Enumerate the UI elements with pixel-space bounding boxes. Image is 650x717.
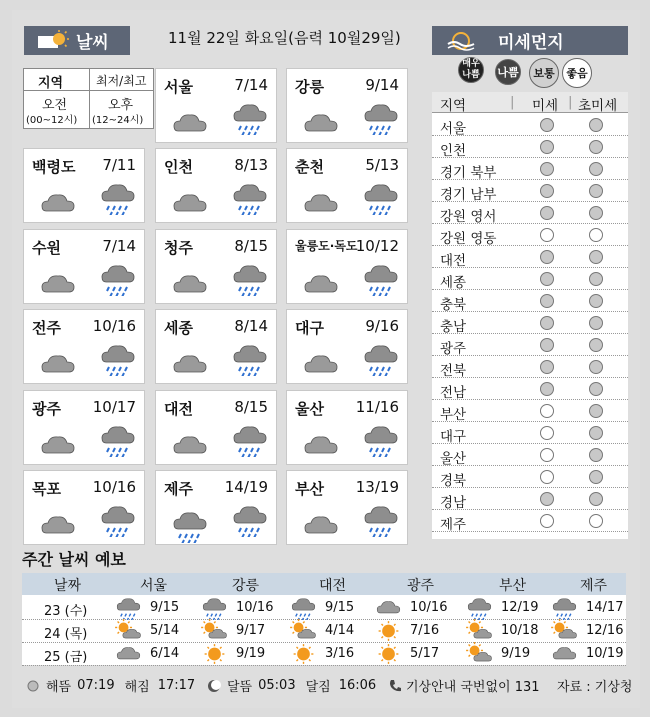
dust-region: 부산 <box>440 407 467 423</box>
dust-row <box>432 224 628 246</box>
weekly-col-city: 강릉 <box>232 578 260 594</box>
cloud-icon <box>38 429 78 467</box>
pm25-indicator <box>589 118 603 132</box>
pm10-indicator <box>540 426 554 440</box>
weekly-row <box>22 620 626 643</box>
pm25-indicator <box>589 448 603 462</box>
sunset-label: 해짐 <box>124 680 150 695</box>
pm10-indicator <box>540 118 554 132</box>
city-name: 수원 <box>32 239 61 257</box>
cloud-icon <box>170 429 210 467</box>
dust-row <box>432 312 628 334</box>
city-temp: 7/11 <box>102 156 136 174</box>
dust-row <box>432 488 628 510</box>
dust-region: 경남 <box>440 495 467 511</box>
dust-row <box>432 268 628 290</box>
moonrise-time: 05:03 <box>258 678 296 693</box>
moon-times <box>207 676 376 695</box>
pm10-indicator <box>540 294 554 308</box>
city-name: 인천 <box>164 158 193 176</box>
pm25-indicator <box>589 184 603 198</box>
city-name: 춘천 <box>295 158 324 176</box>
cloud-icon <box>170 268 210 306</box>
pm10-indicator <box>540 360 554 374</box>
city-card <box>286 229 408 304</box>
dust-row <box>432 422 628 444</box>
dust-region: 서울 <box>440 121 467 137</box>
dust-region: 대전 <box>440 253 467 269</box>
rain-icon <box>98 262 138 300</box>
moonset-label: 달짐 <box>305 680 331 695</box>
rain-icon <box>361 262 401 300</box>
pm10-indicator <box>540 448 554 462</box>
pm25-indicator <box>589 162 603 176</box>
rain-icon <box>230 503 270 541</box>
city-name: 부산 <box>295 480 324 498</box>
dust-row <box>432 510 628 532</box>
dust-logo-icon <box>446 30 476 52</box>
pm10-indicator <box>540 228 554 242</box>
weekly-temp: 9/19 <box>501 646 531 661</box>
sunset-time: 17:17 <box>157 678 196 693</box>
cloud-icon <box>550 642 579 670</box>
city-temp: 7/14 <box>102 237 136 255</box>
city-temp: 9/14 <box>365 76 399 94</box>
city-temp: 11/16 <box>355 398 399 416</box>
dust-header <box>432 26 628 55</box>
dust-table-header: 지역 | 미세 | 초미세 <box>432 92 628 113</box>
city-card <box>286 390 408 465</box>
dust-row <box>432 180 628 202</box>
cloud-icon <box>170 107 210 145</box>
dust-table <box>432 92 628 539</box>
rain-icon <box>230 262 270 300</box>
pm10-indicator <box>540 162 554 176</box>
legend-pm: 오후 <box>108 98 134 113</box>
pm10-indicator <box>540 140 554 154</box>
hotline <box>388 676 540 695</box>
rain-icon <box>230 423 270 461</box>
pm10-indicator <box>540 316 554 330</box>
weekly-row <box>22 643 626 666</box>
city-card <box>155 229 277 304</box>
rain-icon <box>230 181 270 219</box>
dust-col-region: 지역 <box>440 98 467 114</box>
source-text: 자료 : 기상청 <box>557 680 633 695</box>
dust-row <box>432 158 628 180</box>
weekly-temp: 10/16 <box>410 600 448 615</box>
pm10-indicator <box>540 184 554 198</box>
dust-row <box>432 114 628 136</box>
pm25-indicator <box>589 492 603 506</box>
city-card <box>23 309 145 384</box>
weekly-temp: 9/19 <box>236 646 266 661</box>
pm25-indicator <box>589 316 603 330</box>
city-name: 울릉도·독도 <box>295 239 358 253</box>
pm25-indicator <box>589 514 603 528</box>
city-card <box>155 148 277 223</box>
city-name: 광주 <box>32 400 61 418</box>
rain-icon <box>98 423 138 461</box>
dust-row <box>432 356 628 378</box>
weekly-date: 25 (금) <box>44 650 88 665</box>
dust-region: 경북 <box>440 473 467 489</box>
weekly-temp: 14/17 <box>586 600 624 615</box>
pm25-indicator <box>589 426 603 440</box>
city-temp: 13/19 <box>355 478 399 496</box>
city-temp: 5/13 <box>365 156 399 174</box>
dust-title: 미세먼지 <box>498 33 564 53</box>
city-name: 목포 <box>32 480 61 498</box>
city-card <box>155 309 277 384</box>
city-temp: 8/14 <box>234 317 268 335</box>
city-temp: 9/16 <box>365 317 399 335</box>
city-name: 서울 <box>164 78 193 96</box>
dust-region: 전남 <box>440 385 467 401</box>
weekly-temp: 9/17 <box>236 623 266 638</box>
legend-minmax: 최저/최고 <box>96 74 147 88</box>
dust-row <box>432 290 628 312</box>
rain-icon <box>98 181 138 219</box>
city-card <box>23 470 145 545</box>
weekly-temp: 6/14 <box>150 646 180 661</box>
pm25-indicator <box>589 360 603 374</box>
weekly-table <box>22 573 626 665</box>
rain-icon <box>170 509 210 547</box>
phone-icon <box>388 679 402 693</box>
cloud-icon <box>301 187 341 225</box>
pm10-indicator <box>540 250 554 264</box>
rain-icon <box>361 181 401 219</box>
rain-icon <box>230 101 270 139</box>
city-temp: 7/14 <box>234 76 268 94</box>
city-temp: 10/17 <box>92 398 136 416</box>
dust-region: 경기 남부 <box>440 187 497 203</box>
city-name: 대구 <box>295 319 324 337</box>
weekly-temp: 10/19 <box>586 646 624 661</box>
dust-region: 경기 북부 <box>440 165 497 181</box>
weather-title: 날씨 <box>76 33 109 53</box>
rain-icon <box>98 503 138 541</box>
weekly-col-city: 서울 <box>140 578 168 594</box>
cloud-icon <box>38 187 78 225</box>
dust-row <box>432 136 628 158</box>
cloud-icon <box>301 268 341 306</box>
city-temp: 14/19 <box>224 478 268 496</box>
weekly-date: 23 (수) <box>44 604 88 619</box>
sun-times <box>26 676 195 695</box>
pm25-indicator <box>589 206 603 220</box>
weekly-temp: 10/18 <box>501 623 539 638</box>
dust-region: 제주 <box>440 517 467 533</box>
sun-icon <box>200 642 229 670</box>
weather-header <box>24 26 130 55</box>
rain-icon <box>361 101 401 139</box>
city-card <box>23 229 145 304</box>
city-card <box>286 470 408 545</box>
city-temp: 10/16 <box>92 317 136 335</box>
cloud-icon <box>301 429 341 467</box>
weekly-temp: 3/16 <box>325 646 355 661</box>
rain-icon <box>98 342 138 380</box>
sunrise-label: 해뜸 <box>46 680 72 695</box>
city-temp: 8/15 <box>234 237 268 255</box>
moonset-time: 16:06 <box>338 678 377 693</box>
city-card <box>286 148 408 223</box>
pm10-indicator <box>540 492 554 506</box>
legend-pm-range: (12~24시) <box>92 115 144 126</box>
cloud-icon <box>301 348 341 386</box>
weekly-col-city: 제주 <box>580 578 608 594</box>
city-temp: 10/16 <box>92 478 136 496</box>
hotline-text: 기상안내 국번없이 131 <box>406 680 540 695</box>
dust-row <box>432 334 628 356</box>
weekly-temp: 4/14 <box>325 623 355 638</box>
city-temp: 10/12 <box>355 237 399 255</box>
city-card <box>155 470 277 545</box>
legend-region: 지역 <box>38 76 64 91</box>
pm10-indicator <box>540 382 554 396</box>
pm10-indicator <box>540 470 554 484</box>
pm25-indicator <box>589 382 603 396</box>
dust-level-4: 좋음 <box>562 58 592 88</box>
city-card <box>155 68 277 143</box>
weekly-date: 24 (목) <box>44 627 88 642</box>
legend-divider <box>89 69 90 128</box>
cloud-icon <box>301 107 341 145</box>
pm25-indicator <box>589 470 603 484</box>
dust-region: 충북 <box>440 297 467 313</box>
pm25-indicator <box>589 272 603 286</box>
weekly-temp: 5/17 <box>410 646 440 661</box>
rain-icon <box>361 503 401 541</box>
pm10-indicator <box>540 206 554 220</box>
city-card <box>23 148 145 223</box>
city-name: 대전 <box>164 400 193 418</box>
dust-region: 강원 영서 <box>440 209 497 225</box>
pm10-indicator <box>540 514 554 528</box>
cloud-icon <box>38 268 78 306</box>
cloud-icon <box>301 509 341 547</box>
dust-level-1: 매우나쁨 <box>458 57 484 83</box>
pm10-indicator <box>540 272 554 286</box>
dust-region: 인천 <box>440 143 467 159</box>
dust-row <box>432 466 628 488</box>
dust-row <box>432 202 628 224</box>
dust-region: 충남 <box>440 319 467 335</box>
city-card <box>286 309 408 384</box>
dust-region: 전북 <box>440 363 467 379</box>
dust-region: 대구 <box>440 429 467 445</box>
city-temp: 8/13 <box>234 156 268 174</box>
city-name: 세종 <box>164 319 193 337</box>
weekly-temp: 7/16 <box>410 623 440 638</box>
sun-cloud-logo-icon <box>36 30 72 52</box>
dust-region: 광주 <box>440 341 467 357</box>
rain-icon <box>361 423 401 461</box>
weekly-temp: 9/15 <box>325 600 355 615</box>
city-card <box>286 68 408 143</box>
pm25-indicator <box>589 140 603 154</box>
weekly-col-city: 대전 <box>319 578 347 594</box>
dust-row <box>432 400 628 422</box>
city-name: 울산 <box>295 400 324 418</box>
dust-region: 세종 <box>440 275 467 291</box>
legend-am-range: (00~12시) <box>26 115 78 126</box>
city-name: 전주 <box>32 319 61 337</box>
weekly-col-city: 부산 <box>499 578 527 594</box>
rain-icon <box>230 342 270 380</box>
cloud-icon <box>38 348 78 386</box>
cloud-icon <box>114 642 143 670</box>
dust-col-pm10: 미세 <box>532 98 559 114</box>
pm25-indicator <box>589 404 603 418</box>
dust-row <box>432 378 628 400</box>
dust-col-pm25: 초미세 <box>578 98 618 114</box>
weekly-title: 주간 날씨 예보 <box>22 550 126 569</box>
cloud-icon <box>38 509 78 547</box>
city-temp: 8/15 <box>234 398 268 416</box>
weekly-col-date: 날짜 <box>54 578 82 594</box>
weekly-temp: 12/16 <box>586 623 624 638</box>
dust-level-3: 보통 <box>529 58 559 88</box>
weekly-temp: 10/16 <box>236 600 274 615</box>
cloud-icon <box>170 187 210 225</box>
legend-am: 오전 <box>42 98 68 113</box>
pm10-indicator <box>540 338 554 352</box>
city-name: 강릉 <box>295 78 324 96</box>
sun-icon <box>289 642 318 670</box>
sun-icon <box>374 642 403 670</box>
pm25-indicator <box>589 294 603 308</box>
dust-row <box>432 246 628 268</box>
weekly-header-row <box>22 573 626 595</box>
pm25-indicator <box>589 228 603 242</box>
weekly-row <box>22 597 626 620</box>
city-card <box>155 390 277 465</box>
pm10-indicator <box>540 404 554 418</box>
city-name: 제주 <box>164 480 193 498</box>
sunrise-icon <box>26 679 40 693</box>
moonrise-label: 달뜸 <box>227 680 253 695</box>
sunrise-time: 07:19 <box>77 678 115 693</box>
legend-box <box>23 68 154 129</box>
city-name: 청주 <box>164 239 193 257</box>
moon-icon <box>207 679 221 693</box>
pm25-indicator <box>589 250 603 264</box>
weekly-temp: 5/14 <box>150 623 180 638</box>
rain-icon <box>361 342 401 380</box>
weekly-temp: 12/19 <box>501 600 539 615</box>
pm25-indicator <box>589 338 603 352</box>
dust-region: 강원 영동 <box>440 231 497 247</box>
date-label: 11월 22일 화요일(음력 10월29일) <box>168 29 401 47</box>
weekly-col-city: 광주 <box>407 578 435 594</box>
source <box>557 676 632 695</box>
dust-row <box>432 444 628 466</box>
dust-region: 울산 <box>440 451 467 467</box>
weekly-temp: 9/15 <box>150 600 180 615</box>
city-name: 백령도 <box>32 158 76 176</box>
city-card <box>23 390 145 465</box>
suncloud-icon <box>465 642 494 670</box>
cloud-icon <box>170 348 210 386</box>
dust-level-2: 나쁨 <box>495 59 521 85</box>
